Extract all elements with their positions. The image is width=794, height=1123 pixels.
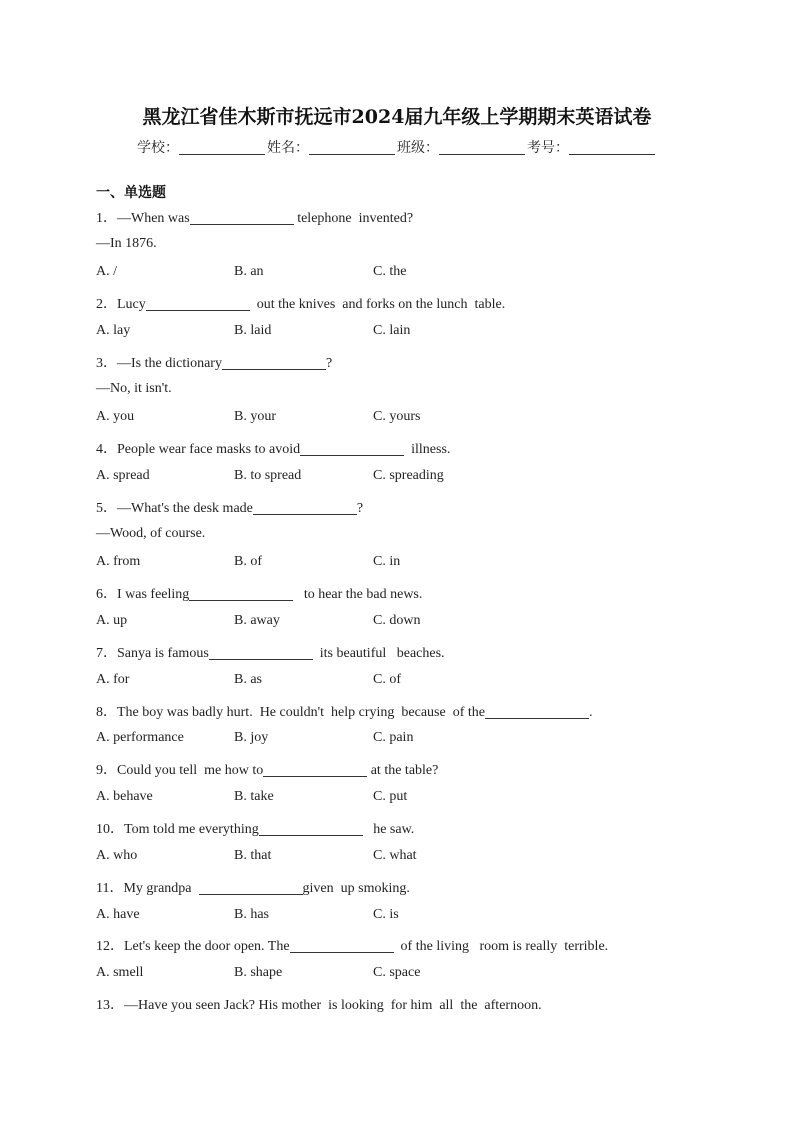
option-b[interactable]: B. shape — [234, 965, 283, 980]
option-c[interactable]: C. what — [373, 848, 417, 863]
option-b[interactable]: B. your — [234, 409, 276, 424]
question-4 — [96, 438, 450, 458]
answer-blank[interactable] — [146, 296, 250, 311]
question-response: —In 1876. — [96, 236, 157, 251]
exam-number-blank[interactable] — [569, 140, 655, 155]
question-text: My grandpa — [123, 881, 199, 896]
question-text-after: at the table? — [367, 763, 439, 778]
answer-blank[interactable] — [485, 704, 589, 719]
question-1 — [96, 207, 413, 227]
question-2 — [96, 293, 505, 313]
question-9 — [96, 759, 438, 779]
question-text-after: to hear the bad news. — [293, 587, 423, 602]
answer-blank[interactable] — [300, 441, 404, 456]
exam-number-label: 考号： — [527, 140, 569, 156]
option-c[interactable]: C. in — [373, 554, 401, 569]
option-b[interactable]: B. away — [234, 613, 280, 628]
name-blank[interactable] — [309, 140, 395, 155]
question-text-after: ? — [356, 501, 364, 516]
question-text-after: its beautiful beaches. — [312, 646, 445, 661]
school-blank[interactable] — [179, 140, 265, 155]
option-c[interactable]: C. of — [373, 672, 401, 687]
question-number: 8． — [96, 705, 117, 720]
section-heading: 一、单选题 — [96, 185, 166, 201]
question-text: Sanya is famous — [117, 646, 209, 661]
option-c[interactable]: C. down — [373, 613, 421, 628]
question-text: People wear face masks to avoid — [117, 442, 301, 457]
question-number: 13． — [96, 998, 124, 1013]
option-a[interactable]: A. up — [96, 613, 128, 628]
question-text: —Have you seen Jack? His mother is looking for him all the afternoon. — [124, 998, 542, 1013]
option-a[interactable]: A. behave — [96, 789, 153, 804]
question-3 — [96, 352, 332, 372]
option-a[interactable]: A. lay — [96, 323, 131, 338]
answer-blank[interactable] — [259, 821, 363, 836]
answer-blank[interactable] — [222, 355, 326, 370]
answer-blank[interactable] — [290, 938, 394, 953]
answer-blank[interactable] — [199, 880, 303, 895]
answer-blank[interactable] — [209, 645, 313, 660]
question-number: 3． — [96, 356, 117, 371]
option-c[interactable]: C. lain — [373, 323, 411, 338]
option-b[interactable]: B. laid — [234, 323, 272, 338]
question-text: Could you tell me how to — [117, 763, 264, 778]
option-a[interactable]: A. who — [96, 848, 138, 863]
option-c[interactable]: C. spreading — [373, 468, 444, 483]
question-text-after: telephone invented? — [293, 211, 414, 226]
question-response: —No, it isn't. — [96, 381, 172, 396]
option-b[interactable]: B. of — [234, 554, 262, 569]
option-b[interactable]: B. take — [234, 789, 274, 804]
name-label: 姓名： — [267, 140, 309, 156]
question-text-after: ? — [325, 356, 333, 371]
question-11 — [96, 877, 410, 897]
student-info-line — [0, 137, 794, 157]
question-number: 9． — [96, 763, 117, 778]
answer-blank[interactable] — [263, 762, 367, 777]
option-b[interactable]: B. as — [234, 672, 262, 687]
question-number: 6． — [96, 587, 117, 602]
class-label: 班级： — [397, 140, 439, 156]
option-a[interactable]: A. for — [96, 672, 130, 687]
option-a[interactable]: A. have — [96, 907, 140, 922]
option-a[interactable]: A. you — [96, 409, 135, 424]
school-label: 学校： — [137, 140, 179, 156]
option-c[interactable]: C. space — [373, 965, 421, 980]
question-text: —What's the desk made — [117, 501, 253, 516]
question-number: 7． — [96, 646, 117, 661]
question-12 — [96, 935, 608, 955]
question-8 — [96, 701, 592, 721]
question-text: —Is the dictionary — [117, 356, 222, 371]
question-text-after: out the knives and forks on the lunch table. — [249, 297, 506, 312]
question-text-after: of the living room is really terrible. — [393, 939, 609, 954]
answer-blank[interactable] — [253, 500, 357, 515]
option-a[interactable]: A. performance — [96, 730, 184, 745]
option-c[interactable]: C. yours — [373, 409, 421, 424]
question-text: Tom told me everything — [124, 822, 259, 837]
option-c[interactable]: C. is — [373, 907, 399, 922]
option-b[interactable]: B. joy — [234, 730, 269, 745]
question-text-after: illness. — [404, 442, 451, 457]
question-5 — [96, 497, 363, 517]
option-b[interactable]: B. an — [234, 264, 264, 279]
option-c[interactable]: C. pain — [373, 730, 414, 745]
option-c[interactable]: C. put — [373, 789, 408, 804]
answer-blank[interactable] — [189, 586, 293, 601]
option-b[interactable]: B. that — [234, 848, 272, 863]
question-10 — [96, 818, 414, 838]
option-b[interactable]: B. has — [234, 907, 269, 922]
question-6 — [96, 583, 422, 603]
question-text: —When was — [117, 211, 190, 226]
question-text-after: . — [588, 705, 593, 720]
question-text: Lucy — [117, 297, 146, 312]
option-a[interactable]: A. spread — [96, 468, 150, 483]
option-b[interactable]: B. to spread — [234, 468, 302, 483]
question-7 — [96, 642, 445, 662]
question-number: 1． — [96, 211, 117, 226]
question-number: 11． — [96, 881, 124, 896]
option-a[interactable]: A. / — [96, 264, 117, 279]
class-blank[interactable] — [439, 140, 525, 155]
question-text: The boy was badly hurt. He couldn't help crying because of the — [117, 705, 485, 720]
question-number: 5． — [96, 501, 117, 516]
question-number: 4． — [96, 442, 117, 457]
option-c[interactable]: C. the — [373, 264, 407, 279]
question-text: I was feeling — [117, 587, 190, 602]
question-text-after: he saw. — [362, 822, 415, 837]
answer-blank[interactable] — [190, 210, 294, 225]
question-text-after: given up smoking. — [302, 881, 410, 896]
question-response: —Wood, of course. — [96, 526, 206, 541]
question-number: 12． — [96, 939, 124, 954]
question-text: Let's keep the door open. The — [124, 939, 290, 954]
exam-title: 黑龙江省佳木斯市抚远市2024届九年级上学期期末英语试卷 — [142, 106, 652, 128]
question-number: 10． — [96, 822, 124, 837]
option-a[interactable]: A. from — [96, 554, 141, 569]
option-a[interactable]: A. smell — [96, 965, 144, 980]
question-13 — [96, 994, 542, 1014]
question-number: 2． — [96, 297, 117, 312]
